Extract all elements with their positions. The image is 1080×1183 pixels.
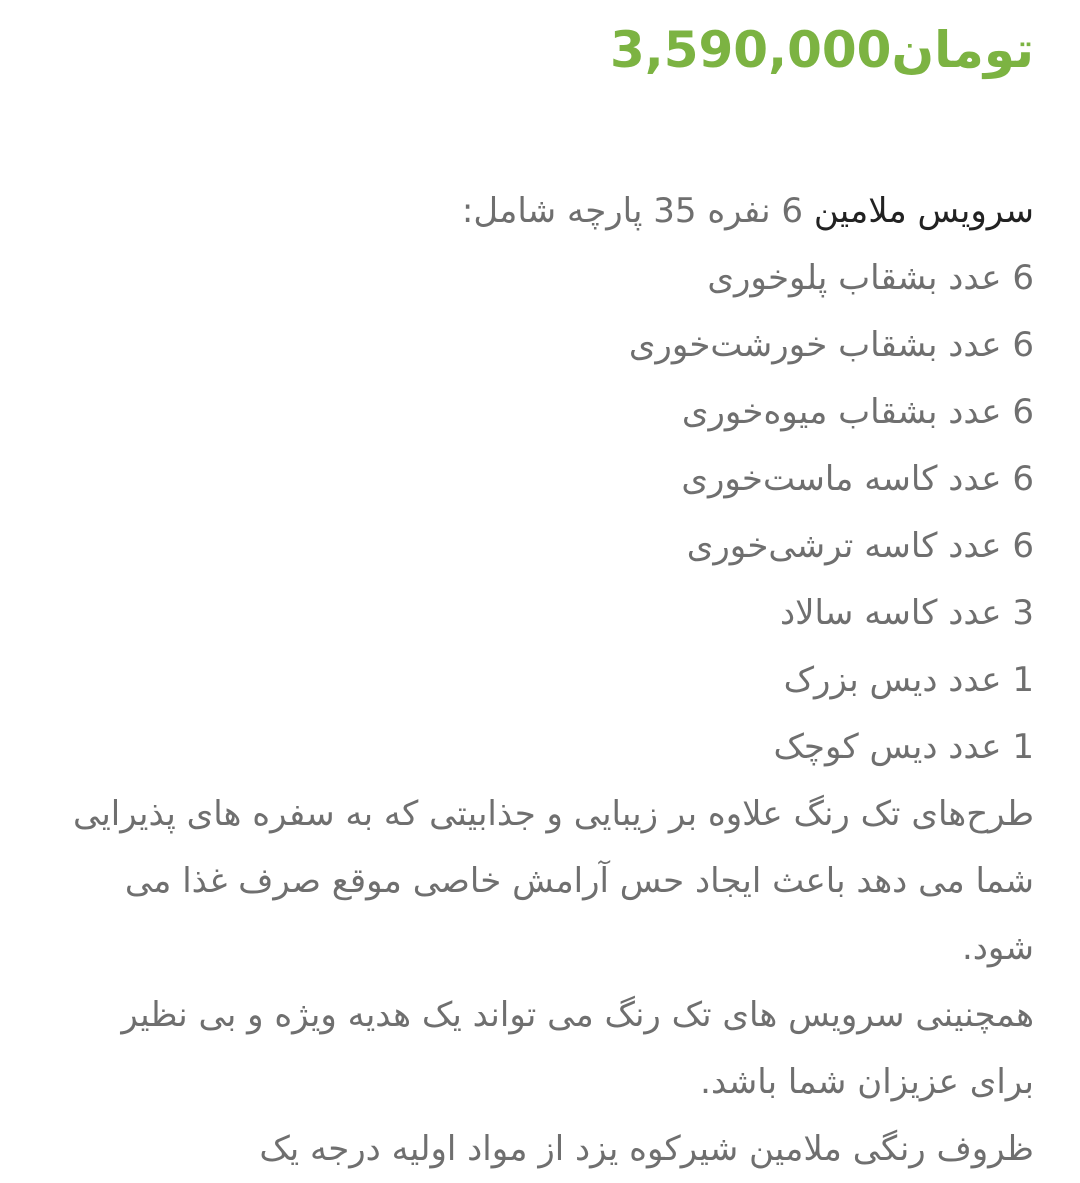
price-value: 3,590,000 (609, 21, 892, 79)
list-item: 6 عدد کاسه ترشی‌خوری (686, 526, 1034, 566)
description-title-brand: سرویس ملامین (813, 191, 1034, 231)
description-paragraph: طرح‌های تک رنگ علاوه بر زیبایی و جذابیتی که به سفره های پذیرایی شما می دهد باعث ایجاد حس آرامش خاصی موقع صرف غذا می شود. (73, 794, 1034, 968)
list-item: 6 عدد کاسه ماست‌خوری (681, 459, 1034, 499)
product-price (60, 20, 1034, 90)
description-title-rest: 6 نفره 35 پارچه شامل: (461, 191, 814, 231)
list-item: 6 عدد بشقاب پلوخوری (707, 258, 1034, 298)
price-currency: تومان (891, 21, 1034, 79)
description-paragraph: همچنینی سرویس های تک رنگ می تواند یک هدیه ویژه و بی نظیر برای عزیزان شما باشد. (121, 995, 1034, 1102)
product-description (60, 178, 1034, 1183)
list-item: 6 عدد بشقاب میوه‌خوری (681, 392, 1034, 432)
product-page (0, 20, 1080, 1183)
list-item: 3 عدد کاسه سالاد (780, 593, 1034, 633)
list-item: 1 عدد دیس بزرک (783, 660, 1034, 700)
description-paragraph: ظروف رنگی ملامین شیرکوه یزد از مواد اولیه درجه یک (259, 1129, 1034, 1169)
list-item: 1 عدد دیس کوچک (773, 727, 1034, 767)
description-title (60, 178, 1034, 245)
list-item: 6 عدد بشقاب خورشت‌خوری (628, 325, 1034, 365)
